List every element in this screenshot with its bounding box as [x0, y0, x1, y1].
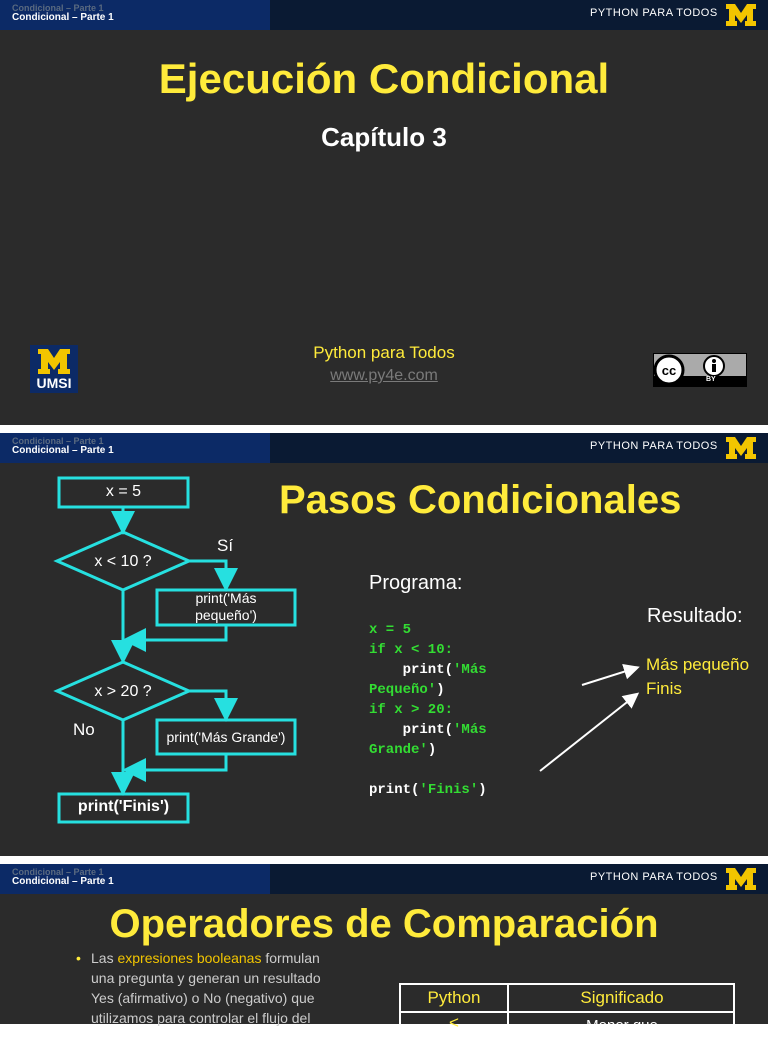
slide-title: Pasos Condicionales [279, 478, 682, 522]
cc-by-text: BY [706, 376, 716, 383]
code-token: ( [444, 662, 454, 678]
comparison-operators-slide [0, 864, 768, 1034]
code-line [369, 780, 487, 800]
umsi-m-icon [30, 347, 78, 377]
bullet-line-1: una pregunta y generan un resultado [91, 970, 321, 986]
flow-cond2-label: x > 20 ? [94, 683, 152, 700]
code-token: print [369, 722, 445, 738]
code-line [369, 740, 487, 760]
header-slide-label: Condicional – Parte 1 [12, 445, 114, 456]
bullet-highlight: expresiones booleanas [117, 950, 262, 966]
code-line [369, 680, 487, 700]
flow-print-small-line1: print('Más [195, 590, 257, 606]
result-label: Resultado: [647, 605, 743, 627]
code-token: ( [411, 782, 420, 798]
book-name: Python para Todos [313, 343, 455, 362]
header-slide-label: Condicional – Parte 1 [12, 12, 114, 23]
slide-header [0, 0, 768, 30]
program-label: Programa: [369, 572, 463, 594]
umsi-text: UMSI [36, 375, 72, 391]
bullet-line-2: Yes (afirmativo) o No (negativo) que [91, 990, 315, 1006]
flow-no-label: No [73, 720, 95, 739]
block-m-logo-icon [724, 866, 758, 892]
code-token: 'Más [453, 662, 487, 678]
bullet-text [76, 948, 376, 1028]
code-token: 'Finis' [419, 782, 479, 798]
program-code [369, 620, 487, 800]
bullet-post: formulan [261, 950, 320, 966]
title-slide [0, 0, 768, 425]
result-arrows [530, 653, 650, 773]
header-ghost-label: Condicional – Parte 1 [12, 436, 104, 446]
header-slide-label: Condicional – Parte 1 [12, 876, 114, 887]
creative-commons-icon [653, 354, 685, 386]
block-m-logo-icon [724, 2, 758, 28]
code-line [369, 700, 487, 720]
header-ghost-label: Condicional – Parte 1 [12, 3, 104, 13]
code-token: 'Más [453, 722, 487, 738]
header-course-label: PYTHON PARA TODOS [590, 440, 718, 452]
flow-print-big: print('Más Grande') [166, 729, 286, 745]
header-course-label: PYTHON PARA TODOS [590, 871, 718, 883]
flow-print-finis: print('Finis') [77, 798, 170, 815]
header-ghost-label: Condicional – Parte 1 [12, 867, 104, 877]
code-token: print [369, 662, 445, 678]
code-token: Pequeño' [369, 682, 437, 698]
table-cell-operator: < [401, 1013, 509, 1033]
svg-text:cc: cc [661, 363, 677, 378]
table-header-python: Python [401, 985, 509, 1013]
result-line-1: Más pequeño [646, 655, 750, 674]
code-token: ( [444, 722, 454, 738]
code-token: if x < 10: [369, 642, 454, 658]
code-token: ) [427, 742, 437, 758]
code-line [369, 620, 487, 640]
book-url-link[interactable]: www.py4e.com [330, 367, 438, 384]
cc-by-badge [653, 353, 747, 387]
code-token: ) [436, 682, 445, 698]
flow-print-small-line2: pequeño') [195, 607, 257, 623]
attribution-person-icon [702, 355, 726, 377]
bullet-pre: Las [91, 950, 118, 966]
slide-title: Operadores de Comparación [109, 902, 659, 946]
result-line-2: Finis [646, 679, 682, 698]
operators-table [399, 983, 735, 1033]
header-course-label: PYTHON PARA TODOS [590, 7, 718, 19]
flow-yes-label: Sí [217, 536, 234, 555]
chapter-subtitle: Capítulo 3 [321, 122, 447, 152]
block-m-logo-icon [724, 435, 758, 461]
code-token: print [369, 782, 412, 798]
flow-print-small [157, 590, 295, 624]
conditional-steps-slide [0, 433, 768, 856]
code-line [369, 760, 487, 780]
code-line [369, 660, 487, 680]
table-header-meaning: Significado [509, 985, 735, 1013]
table-cell-meaning: Menor que [586, 1017, 658, 1034]
code-token: ) [478, 782, 487, 798]
slide-title: Ejecución Condicional [158, 55, 610, 102]
bullet-dot-icon: • [76, 950, 81, 966]
code-token: x = 5 [369, 622, 412, 638]
code-token: if x > 20: [369, 702, 454, 718]
bullet-line-3: utilizamos para controlar el flujo del [91, 1010, 311, 1026]
code-token: Grande' [369, 742, 428, 758]
slide-header [0, 864, 768, 894]
code-line [369, 720, 487, 740]
flow-cond1-label: x < 10 ? [94, 553, 152, 570]
umsi-logo [30, 345, 78, 393]
flow-assign-label: x = 5 [105, 483, 142, 500]
code-line [369, 640, 487, 660]
